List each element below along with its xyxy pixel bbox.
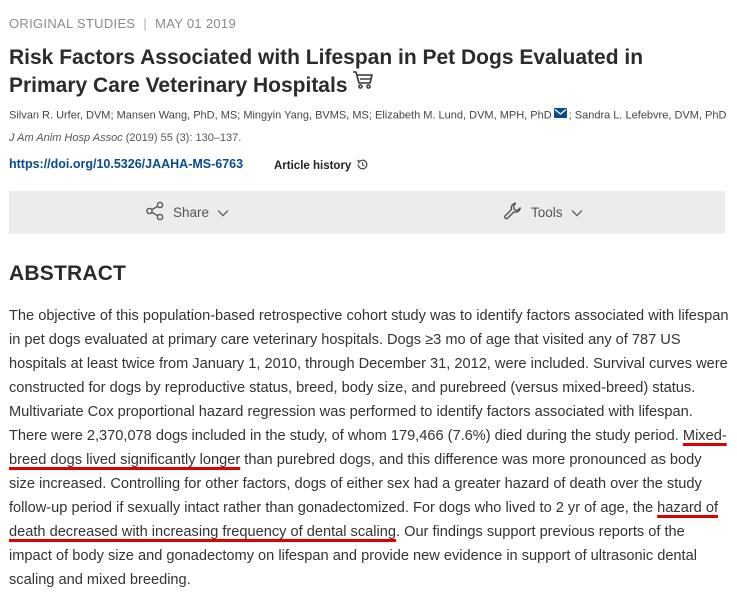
article-history-button[interactable] xyxy=(274,158,369,174)
abstract-text-3: . Our findings support previous reports of the impact of body size and gonadectomy on lifespan and provide new evidence in support of ultrasonic dental scaling and mixed breeding. xyxy=(9,524,697,588)
article-meta xyxy=(9,16,236,31)
authors-primary[interactable]: Silvan R. Urfer, DVM; Mansen Wang, PhD, MS; Mingyin Yang, BVMS, MS; Elizabeth M. Lund, DVM, MPH, PhD xyxy=(9,109,552,122)
journal-name[interactable]: J Am Anim Hosp Assoc xyxy=(9,132,123,144)
abstract-highlight-2: hazard of death decreased with increasing frequency of dental scaling xyxy=(9,500,719,540)
abstract-highlight-1: Mixed-breed dogs lived significantly longer xyxy=(9,428,727,468)
abstract-heading: ABSTRACT xyxy=(9,262,127,285)
abstract-text-1: The objective of this population-based retrospective cohort study was to identify factors associated with lifespan in pet dogs evaluated at primary care veterinary hospitals. Dogs ≥3 mo of age that visited any of 787 US hospitals at least twice from January 1, 2010, through December 31, 2012, were included. Survival curves were constructed for dogs by reproductive status, breed, body size, and purebreed (versus mixed-breed) status. Multivariate Cox proportional hazard regression was performed to identify factors associated with lifespan. There were 2,370,078 dogs included in the study, of whom 179,466 (7.6%) died during the study period. xyxy=(9,308,729,444)
citation xyxy=(9,132,241,144)
share-label: Share xyxy=(173,205,210,220)
chevron-down-icon xyxy=(217,205,229,220)
abstract-body xyxy=(9,304,731,592)
tools-label: Tools xyxy=(531,205,563,220)
article-title-text: Risk Factors Associated with Lifespan in Pet Dogs Evaluated in Primary Care Veterinary Hospitals xyxy=(9,46,644,97)
meta-separator: | xyxy=(143,16,148,31)
article-title xyxy=(9,44,724,100)
authors-secondary[interactable]: ; Sandra L. Lefebvre, DVM, PhD xyxy=(568,109,727,122)
share-icon xyxy=(145,201,165,224)
wrench-icon xyxy=(503,201,523,224)
article-history-label: Article history xyxy=(274,160,352,173)
article-category[interactable]: ORIGINAL STUDIES xyxy=(9,16,136,31)
chevron-down-icon xyxy=(571,205,583,220)
tools-button[interactable] xyxy=(503,191,583,234)
doi-link[interactable]: https://doi.org/10.5326/JAAHA-MS-6763 xyxy=(9,157,244,171)
author-list xyxy=(9,109,726,122)
history-icon xyxy=(356,158,369,174)
cart-icon[interactable] xyxy=(352,70,374,98)
share-button[interactable] xyxy=(145,191,229,234)
publish-date: MAY 01 2019 xyxy=(155,16,236,31)
abstract-text-2: than purebred dogs, and this difference was more pronounced as body size increased. Controlling for other factors, dogs of either sex had a greater hazard of death over the study follow-up period if sexually intact rather than gonadectomized. For dogs who lived to 2 yr of age, the xyxy=(9,452,702,516)
citation-details: (2019) 55 (3): 130–137. xyxy=(122,132,242,144)
article-toolbar xyxy=(9,191,725,234)
mail-icon[interactable] xyxy=(554,108,567,121)
doi-row xyxy=(9,157,243,171)
